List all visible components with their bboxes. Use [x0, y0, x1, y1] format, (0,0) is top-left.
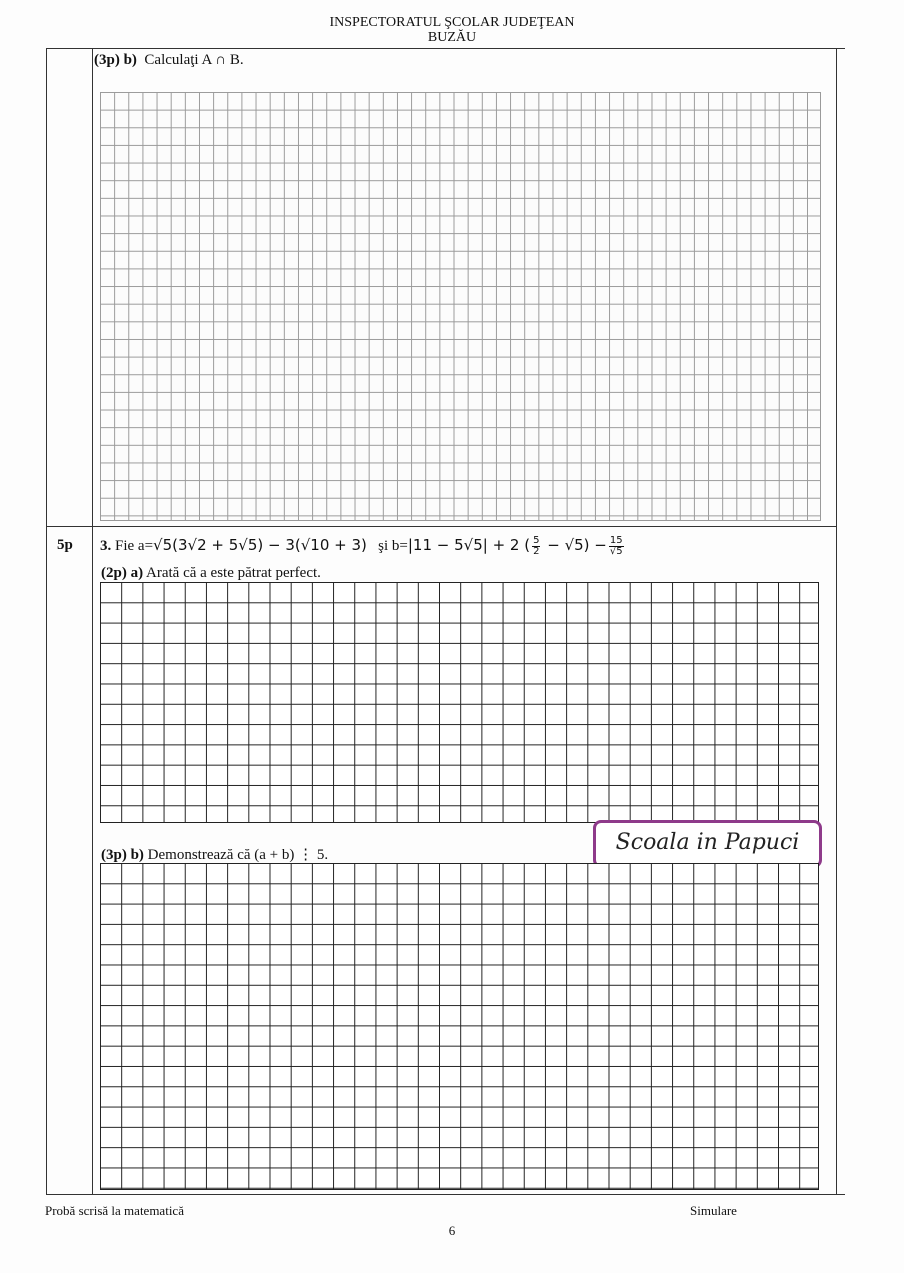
- part-a: [101, 565, 321, 582]
- question-intro: Fie a=: [115, 538, 154, 554]
- part-label: (3p) b): [94, 52, 137, 68]
- points-column-divider: [92, 48, 93, 1195]
- table-left-border: [46, 48, 47, 1195]
- footer-exam-title: Probă scrisă la matematică: [45, 1203, 184, 1218]
- answer-grid-part-a[interactable]: [100, 582, 819, 823]
- part-b-label: (3p) b): [101, 847, 144, 863]
- fraction-five-halves: $\frac{5}{2}$: [533, 535, 540, 558]
- fraction-fifteen-root-five: $\frac{15}{√5}$: [609, 535, 623, 558]
- header-county: BUZĂU: [427, 30, 477, 45]
- expression-b-part1: |11 − 5√5| + 2 (: [407, 536, 531, 554]
- previous-part-b: [94, 52, 244, 69]
- part-a-label: (2p) a): [101, 565, 144, 581]
- expression-b-part2: − √5) −: [542, 536, 607, 554]
- school-stamp: [593, 820, 822, 868]
- expression-a: √5(3√2 + 5√5) − 3(√10 + 3): [153, 536, 367, 554]
- question-3-statement: [100, 536, 626, 557]
- header-inspectorate: INSPECTORATUL ŞCOLAR JUDEŢEAN: [329, 15, 575, 30]
- question-points: 5p: [57, 537, 73, 553]
- row-divider: [46, 526, 837, 527]
- part-b-text: Demonstrează că (a + b) ⋮ 5.: [147, 847, 329, 863]
- page-number: 6: [448, 1223, 456, 1238]
- part-b: [101, 845, 328, 864]
- table-bottom-border: [46, 1194, 845, 1195]
- answer-grid-part-b[interactable]: [100, 863, 819, 1190]
- separator-text: şi b=: [378, 538, 408, 554]
- question-number: 3.: [100, 538, 112, 554]
- stamp-text: Scoala in Papuci: [615, 830, 800, 855]
- part-a-text: Arată că a este pătrat perfect.: [146, 565, 321, 581]
- answer-grid-previous-b[interactable]: [100, 92, 821, 521]
- footer-exam-type: Simulare: [690, 1203, 737, 1218]
- table-top-border: [46, 48, 845, 49]
- part-text: Calculaţi A ∩ B.: [144, 52, 244, 68]
- table-right-border: [836, 48, 837, 1195]
